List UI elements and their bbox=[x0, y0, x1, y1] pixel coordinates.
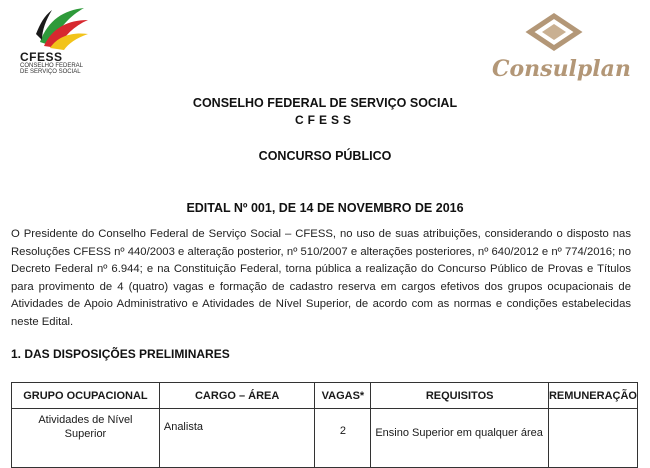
consulplan-logo-name: Consulplan bbox=[492, 56, 631, 82]
header-requisitos: REQUISITOS bbox=[371, 383, 549, 409]
table-row bbox=[12, 409, 638, 468]
header-remuneracao: REMUNERAÇÃO bbox=[548, 383, 637, 409]
positions-table bbox=[11, 382, 638, 468]
cell-vagas: 2 bbox=[315, 409, 371, 468]
header-vagas: VAGAS* bbox=[315, 383, 371, 409]
edital-title: EDITAL Nº 001, DE 14 DE NOVEMBRO DE 2016 bbox=[186, 201, 464, 215]
header-grupo: GRUPO OCUPACIONAL bbox=[12, 383, 160, 409]
council-title: CONSELHO FEDERAL DE SERVIÇO SOCIAL bbox=[192, 96, 458, 110]
cell-requisitos: Ensino Superior em qualquer área bbox=[371, 409, 549, 468]
cfess-emblem-icon bbox=[34, 6, 90, 50]
header-cargo: CARGO – ÁREA bbox=[159, 383, 315, 409]
contest-title: CONCURSO PÚBLICO bbox=[258, 149, 392, 163]
consulplan-emblem-icon bbox=[524, 12, 584, 52]
cell-grupo bbox=[12, 409, 160, 468]
cell-grupo-line1: Atividades de Nível bbox=[38, 414, 133, 426]
cfess-logo bbox=[20, 6, 100, 78]
table-header-row bbox=[12, 383, 638, 409]
cell-grupo-line2: Superior bbox=[64, 428, 107, 440]
section-title: 1. DAS DISPOSIÇÕES PRELIMINARES bbox=[11, 347, 230, 361]
cfess-logo-subtitle: CONSELHO FEDERAL DE SERVIÇO SOCIAL bbox=[20, 63, 83, 75]
cell-remuneracao bbox=[548, 409, 637, 468]
cell-cargo: Analista bbox=[159, 409, 315, 468]
consulplan-logo bbox=[492, 12, 631, 84]
council-acronym: CFESS bbox=[294, 113, 355, 127]
intro-paragraph: O Presidente do Conselho Federal de Serviço Social – CFESS, no uso de suas atribuições, considerando o disposto nas Resoluções CFESS nº 440/2003 e alteração posterior, nº 510/2007 e alterações posteriores, nº 640/2012 e nº 774/2016; no Decreto Federal nº 6.944; e na Constituição Federal, torna pública a realização do Concurso Público de Provas e Títulos para provimento de 4 (quatro) vagas e formação de cadastro reserva em cargos efetivos dos grupos ocupacionais de Atividades de Apoio Administrativo e Atividades de Nível Superior, de acordo com as normas e condições estabelecidas neste Edital. bbox=[11, 228, 631, 328]
cfess-logo-name: CFESS bbox=[20, 50, 63, 64]
